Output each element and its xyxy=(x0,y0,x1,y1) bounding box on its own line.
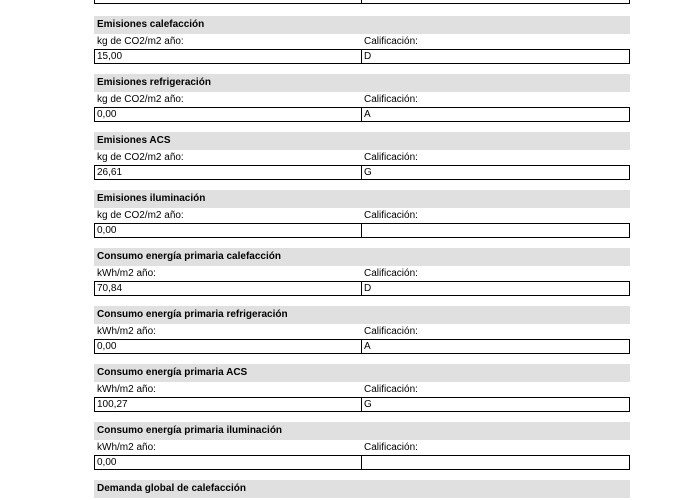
rating-label: Calificación: xyxy=(364,94,418,105)
section-title: Consumo energía primaria ACS xyxy=(94,364,630,382)
rating-cell: G xyxy=(362,397,630,412)
section-consumo-acs xyxy=(94,364,630,412)
previous-rating-cell xyxy=(362,0,630,4)
rating-cell: G xyxy=(362,165,630,180)
section-emisiones-iluminacion xyxy=(94,190,630,238)
value-cell: 15,00 xyxy=(94,49,362,64)
section-demanda-calefaccion xyxy=(94,480,630,498)
unit-label: kWh/m2 año: xyxy=(97,442,156,453)
rating-label: Calificación: xyxy=(364,36,418,47)
value-cell: 0,00 xyxy=(94,107,362,122)
unit-label: kg de CO2/m2 año: xyxy=(97,36,184,47)
section-emisiones-acs xyxy=(94,132,630,180)
rating-label: Calificación: xyxy=(364,384,418,395)
rating-label: Calificación: xyxy=(364,326,418,337)
value-cell: 26,61 xyxy=(94,165,362,180)
rating-cell: D xyxy=(362,49,630,64)
rating-cell: A xyxy=(362,339,630,354)
rating-cell xyxy=(362,455,630,470)
rating-label: Calificación: xyxy=(364,442,418,453)
unit-label: kg de CO2/m2 año: xyxy=(97,210,184,221)
section-title: Emisiones calefacción xyxy=(94,16,630,34)
value-cell: 0,00 xyxy=(94,339,362,354)
previous-section-stub xyxy=(94,0,630,4)
section-emisiones-refrigeracion xyxy=(94,74,630,122)
rating-label: Calificación: xyxy=(364,210,418,221)
unit-label: kWh/m2 año: xyxy=(97,326,156,337)
unit-label: kg de CO2/m2 año: xyxy=(97,94,184,105)
unit-label: kWh/m2 año: xyxy=(97,384,156,395)
value-cell: 100,27 xyxy=(94,397,362,412)
value-cell: 70,84 xyxy=(94,281,362,296)
rating-cell: D xyxy=(362,281,630,296)
section-title: Consumo energía primaria calefacción xyxy=(94,248,630,266)
section-emisiones-calefaccion xyxy=(94,16,630,64)
rating-label: Calificación: xyxy=(364,268,418,279)
value-cell: 0,00 xyxy=(94,455,362,470)
previous-value-cell xyxy=(94,0,362,4)
rating-cell: A xyxy=(362,107,630,122)
section-consumo-refrigeracion xyxy=(94,306,630,354)
rating-label: Calificación: xyxy=(364,152,418,163)
unit-label: kg de CO2/m2 año: xyxy=(97,152,184,163)
value-cell: 0,00 xyxy=(94,223,362,238)
section-title: Consumo energía primaria refrigeración xyxy=(94,306,630,324)
section-consumo-iluminacion xyxy=(94,422,630,470)
rating-cell xyxy=(362,223,630,238)
unit-label: kWh/m2 año: xyxy=(97,268,156,279)
section-title: Consumo energía primaria iluminación xyxy=(94,422,630,440)
section-title: Emisiones ACS xyxy=(94,132,630,150)
section-title: Emisiones iluminación xyxy=(94,190,630,208)
section-title: Demanda global de calefacción xyxy=(94,480,630,498)
section-title: Emisiones refrigeración xyxy=(94,74,630,92)
section-consumo-calefaccion xyxy=(94,248,630,296)
